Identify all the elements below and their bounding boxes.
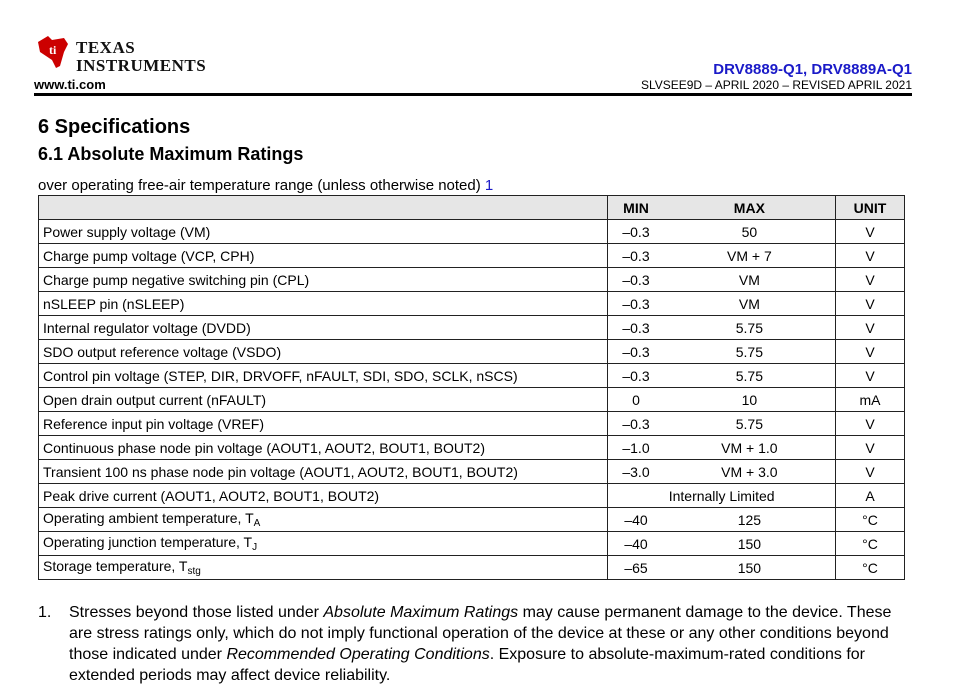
param-text: Operating junction temperature, T [43, 534, 253, 550]
param-cell: Open drain output current (nFAULT) [39, 388, 608, 412]
table-row [39, 436, 905, 460]
max-cell: VM [664, 292, 836, 316]
table-row [39, 316, 905, 340]
unit-cell: V [836, 436, 905, 460]
unit-cell: V [836, 220, 905, 244]
footnote-emphasis-2[interactable]: Recommended Operating Conditions [226, 646, 490, 663]
min-header: MIN [608, 196, 664, 220]
table-row [39, 508, 905, 532]
param-subscript: stg [187, 566, 201, 577]
param-cell: Peak drive current (AOUT1, AOUT2, BOUT1, BOUT2) [39, 484, 608, 508]
param-cell: Continuous phase node pin voltage (AOUT1, AOUT2, BOUT1, BOUT2) [39, 436, 608, 460]
part-numbers[interactable]: DRV8889-Q1, DRV8889A-Q1 [713, 61, 912, 78]
param-cell: Charge pump negative switching pin (CPL) [39, 268, 608, 292]
table-row [39, 556, 905, 580]
param-cell [39, 508, 608, 532]
min-cell: –0.3 [608, 244, 664, 268]
param-cell: nSLEEP pin (nSLEEP) [39, 292, 608, 316]
unit-cell: °C [836, 532, 905, 556]
table-row [39, 268, 905, 292]
unit-cell: V [836, 268, 905, 292]
min-cell: –65 [608, 556, 664, 580]
max-cell: 10 [664, 388, 836, 412]
subsection-title: 6.1 Absolute Maximum Ratings [38, 144, 304, 164]
brand-line-2: INSTRUMENTS [76, 56, 207, 75]
min-cell: –0.3 [608, 412, 664, 436]
max-cell: VM + 3.0 [664, 460, 836, 484]
table-row [39, 340, 905, 364]
brand-line-1: TEXAS [76, 38, 136, 57]
footnote-part-1: Stresses beyond those listed under [69, 604, 324, 621]
min-cell: –1.0 [608, 436, 664, 460]
max-cell: 150 [664, 532, 836, 556]
footnote-text [69, 602, 918, 686]
unit-cell: V [836, 244, 905, 268]
unit-cell: V [836, 340, 905, 364]
min-cell: –3.0 [608, 460, 664, 484]
footnote-part-3: . Exposure to absolute-maximum-rated conditions for extended periods may affect device reliability. [69, 646, 865, 684]
svg-text:ti: ti [49, 43, 57, 57]
param-cell: Charge pump voltage (VCP, CPH) [39, 244, 608, 268]
footnote-ref-link[interactable]: 1 [484, 177, 494, 194]
caption-text: over operating free-air temperature range (unless otherwise noted) [38, 177, 485, 194]
unit-cell: A [836, 484, 905, 508]
unit-cell: mA [836, 388, 905, 412]
table-row [39, 484, 905, 508]
header-divider [34, 93, 912, 96]
min-cell: 0 [608, 388, 664, 412]
min-cell: –40 [608, 532, 664, 556]
unit-cell: V [836, 292, 905, 316]
table-row [39, 244, 905, 268]
table-caption [38, 177, 493, 194]
table-row [39, 412, 905, 436]
param-subscript: A [253, 518, 261, 529]
param-cell: Power supply voltage (VM) [39, 220, 608, 244]
min-cell: –0.3 [608, 340, 664, 364]
ti-logo [34, 32, 214, 78]
unit-cell: °C [836, 508, 905, 532]
max-cell: 150 [664, 556, 836, 580]
table-row [39, 220, 905, 244]
table-row [39, 388, 905, 412]
table-row [39, 364, 905, 388]
param-cell: Internal regulator voltage (DVDD) [39, 316, 608, 340]
max-cell: VM + 1.0 [664, 436, 836, 460]
param-cell [39, 556, 608, 580]
param-cell: Control pin voltage (STEP, DIR, DRVOFF, nFAULT, SDI, SDO, SCLK, nSCS) [39, 364, 608, 388]
max-cell: 5.75 [664, 316, 836, 340]
document-id: SLVSEE9D – APRIL 2020 – REVISED APRIL 2021 [640, 78, 912, 92]
max-cell: VM [664, 268, 836, 292]
page-header [0, 0, 960, 100]
unit-cell: °C [836, 556, 905, 580]
unit-header: UNIT [836, 196, 905, 220]
param-cell [39, 532, 608, 556]
min-cell: –0.3 [608, 220, 664, 244]
param-text: Operating ambient temperature, T [43, 510, 254, 526]
max-header: MAX [664, 196, 836, 220]
param-header [39, 196, 608, 220]
param-cell: SDO output reference voltage (VSDO) [39, 340, 608, 364]
param-subscript: J [252, 542, 258, 553]
footnote-part-2: may cause permanent damage to the device. These are stress ratings only, which do not imply functional operation of the device at these or any other conditions beyond those indicated under [69, 604, 892, 663]
footnote-emphasis-1[interactable]: Absolute Maximum Ratings [323, 604, 519, 621]
max-cell: VM + 7 [664, 244, 836, 268]
ti-state-icon [34, 32, 74, 72]
min-cell: –0.3 [608, 316, 664, 340]
min-cell: –0.3 [608, 292, 664, 316]
table-row [39, 460, 905, 484]
max-cell: 5.75 [664, 364, 836, 388]
table-row [39, 292, 905, 316]
param-cell: Transient 100 ns phase node pin voltage (AOUT1, AOUT2, BOUT1, BOUT2) [39, 460, 608, 484]
merged-min-max-cell: Internally Limited [608, 484, 836, 508]
max-cell: 50 [664, 220, 836, 244]
absolute-max-ratings-table [38, 195, 905, 580]
footnote [38, 602, 918, 686]
param-text: Storage temperature, T [43, 558, 188, 574]
min-cell: –40 [608, 508, 664, 532]
param-cell: Reference input pin voltage (VREF) [39, 412, 608, 436]
footnote-number: 1. [38, 604, 52, 621]
max-cell: 5.75 [664, 340, 836, 364]
max-cell: 125 [664, 508, 836, 532]
unit-cell: V [836, 412, 905, 436]
section-title: 6 Specifications [38, 116, 191, 138]
table-header-row [39, 196, 905, 220]
table-row [39, 532, 905, 556]
max-cell: 5.75 [664, 412, 836, 436]
unit-cell: V [836, 316, 905, 340]
min-cell: –0.3 [608, 364, 664, 388]
min-cell: –0.3 [608, 268, 664, 292]
unit-cell: V [836, 460, 905, 484]
unit-cell: V [836, 364, 905, 388]
site-link[interactable]: www.ti.com [34, 77, 106, 92]
